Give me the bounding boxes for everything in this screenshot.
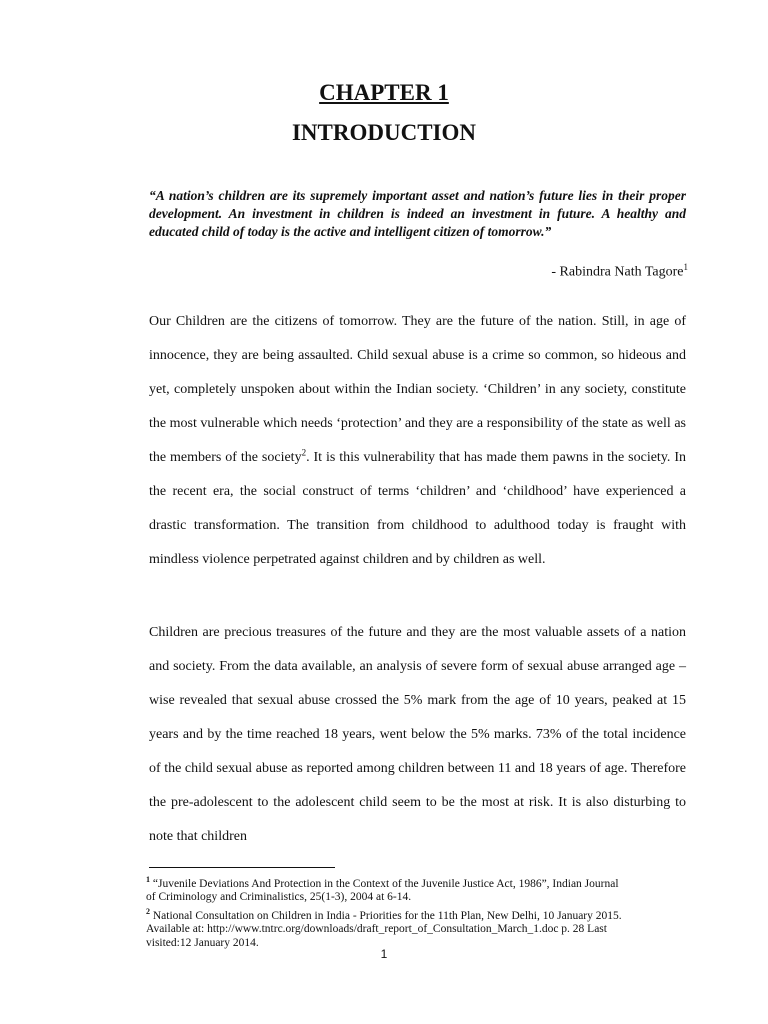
footnote-1-number: 1 xyxy=(146,875,150,884)
epigraph-author-name: - Rabindra Nath Tagore xyxy=(551,264,684,280)
footnote-divider xyxy=(149,867,335,868)
footnote-2-line-2[interactable]: Available at: http://www.tntrc.org/downloads/draft_report_of_Consultation_March_1.doc p. 28 Last xyxy=(146,923,607,936)
footnote-ref-2[interactable]: 2 xyxy=(301,447,307,458)
body-paragraph-2: Children are precious treasures of the future and they are the most valuable assets of a nation and society. From the data available, an analysis of severe form of sexual abuse arranged age – wise revealed that sexual abuse crossed the 5% mark from the age of 10 years, peaked at 15 years and by the time reached 18 years, went below the 5% marks. 73% of the total incidence of the child sexual abuse as reported among children between 11 and 18 years of age. Therefore the pre-adolescent to the adolescent child seem to be the most at risk. It is also disturbing to note that children xyxy=(149,625,686,844)
footnotes xyxy=(146,873,686,950)
footnote-1-line-1: “Juvenile Deviations And Protection in the Context of the Juvenile Justice Act, 1986”, Indian Journal xyxy=(152,877,619,890)
footnote-1-line-2: of Criminology and Criminalistics, 25(1-3), 2004 at 6-14. xyxy=(146,891,412,904)
chapter-title: INTRODUCTION xyxy=(291,120,477,145)
footnote-2-line-1: National Consultation on Children in India - Priorities for the 11th Plan, New Delhi, 10 January 2015. xyxy=(152,909,622,922)
epigraph-quote: “A nation’s children are its supremely important asset and nation’s future lies in their proper development. An investment in children is indeed an investment in future. A healthy and educated child of today is the active and intelligent citizen of tomorrow.” xyxy=(149,188,686,239)
paragraph-1-text-b: . It is this vulnerability that has made them pawns in the society. In the recent era, the social construct of terms ‘children’ and ‘childhood’ have experienced a drastic transformation. The transition from childhood to adulthood today is fraught with mindless violence perpetrated against children and by children as well. xyxy=(149,450,687,567)
epigraph-author xyxy=(551,262,688,281)
page-number: 1 xyxy=(380,947,388,961)
footnote-2 xyxy=(146,905,686,950)
footnote-1 xyxy=(146,873,686,905)
footnote-ref-1[interactable]: 1 xyxy=(683,262,688,272)
footnote-2-line-3: visited:12 January 2014. xyxy=(146,936,259,949)
body-paragraph-1 xyxy=(149,305,686,577)
paragraph-1-text-a: Our Children are the citizens of tomorrow. They are the future of the nation. Still, in age of innocence, they are being assaulted. Child sexual abuse is a crime so common, so hideous and yet, completely unspoken about within the Indian society. ‘Children’ in any society, constitute the most vulnerable which needs ‘protection’ and they are a responsibility of the state as well as the members of the society xyxy=(149,314,686,465)
footnote-2-number: 2 xyxy=(146,906,150,916)
chapter-label: CHAPTER 1 xyxy=(319,80,449,105)
